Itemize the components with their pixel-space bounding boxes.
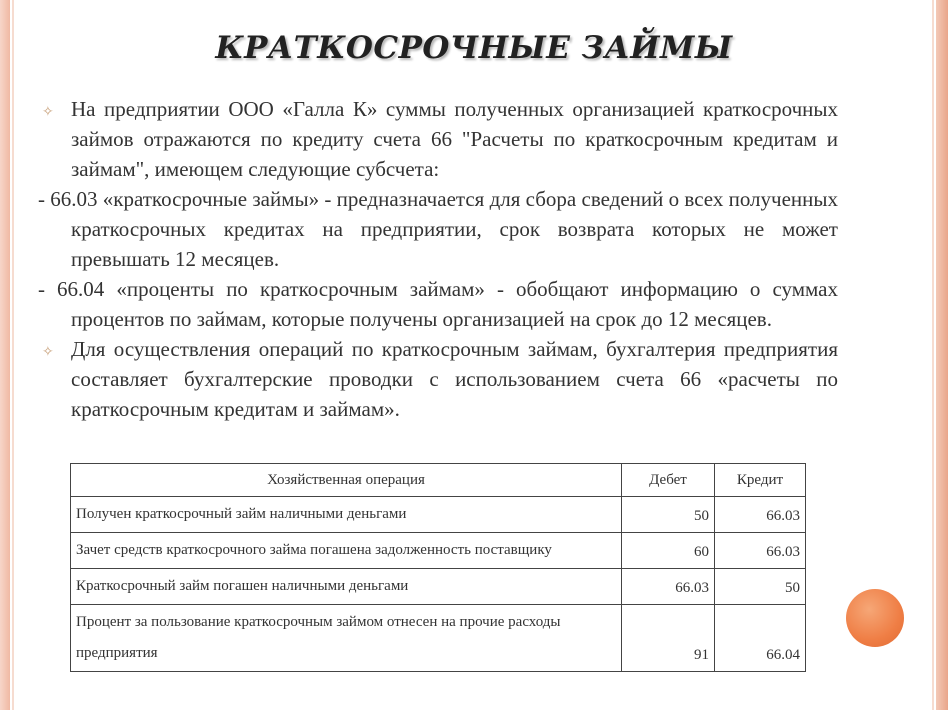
paragraph-text: Для осуществления операций по краткосрочным займам, бухгалтерия предприятия составляет бухгалтерские проводки с использованием счета 66 «расчеты по краткосрочным кредитам и займам». xyxy=(71,337,838,421)
diamond-arrow-icon: ✧ xyxy=(42,344,54,360)
table-row xyxy=(71,569,806,605)
cell-operation: Зачет средств краткосрочного займа погашена задолженность поставщику xyxy=(71,533,622,569)
slide-border-right xyxy=(936,0,948,710)
header-debit: Дебет xyxy=(622,464,715,497)
operations-table-wrapper xyxy=(70,463,806,672)
cell-credit: 66.04 xyxy=(715,605,806,672)
cell-debit: 60 xyxy=(622,533,715,569)
paragraph-text: - 66.04 «проценты по краткосрочным займам» - обобщают информацию о суммах процентов по займам, которые получены организацией на срок до 12 месяцев. xyxy=(38,277,838,331)
table-header-row xyxy=(71,464,806,497)
paragraph-subaccount-6604 xyxy=(38,274,838,334)
paragraph-bullet-2 xyxy=(38,334,838,424)
cell-debit: 66.03 xyxy=(622,569,715,605)
header-operation: Хозяйственная операция xyxy=(71,464,622,497)
slide-border-left xyxy=(0,0,10,710)
slide-inner-line-left xyxy=(12,0,14,710)
cell-operation: Краткосрочный займ погашен наличными деньгами xyxy=(71,569,622,605)
cell-credit: 50 xyxy=(715,569,806,605)
cell-debit: 91 xyxy=(622,605,715,672)
slide-inner-line-right xyxy=(932,0,934,710)
slide-content xyxy=(38,94,838,424)
cell-operation: Процент за пользование краткосрочным займом отнесен на прочие расходы предприятия xyxy=(71,605,622,672)
cell-debit: 50 xyxy=(622,497,715,533)
operations-table xyxy=(70,463,806,672)
table-row xyxy=(71,497,806,533)
cell-credit: 66.03 xyxy=(715,533,806,569)
diamond-arrow-icon: ✧ xyxy=(42,104,54,120)
table-row xyxy=(71,533,806,569)
paragraph-text: На предприятии ООО «Галла К» суммы полученных организацией краткосрочных займов отражаются по кредиту счета 66 "Расчеты по краткосрочным кредитам и займам", имеющем следующие субсчета: xyxy=(71,97,838,181)
paragraph-subaccount-6603 xyxy=(38,184,838,274)
paragraph-bullet-1 xyxy=(38,94,838,184)
cell-operation: Получен краткосрочный займ наличными деньгами xyxy=(71,497,622,533)
paragraph-text: - 66.03 «краткосрочные займы» - предназначается для сбора сведений о всех полученных краткосрочных кредитах на предприятии, срок возврата которых не может превышать 12 месяцев. xyxy=(38,187,838,271)
table-row xyxy=(71,605,806,672)
header-credit: Кредит xyxy=(715,464,806,497)
slide-title: КРАТКОСРОЧНЫЕ ЗАЙМЫ xyxy=(215,30,733,66)
cell-credit: 66.03 xyxy=(715,497,806,533)
orange-circle-decoration xyxy=(846,589,904,647)
